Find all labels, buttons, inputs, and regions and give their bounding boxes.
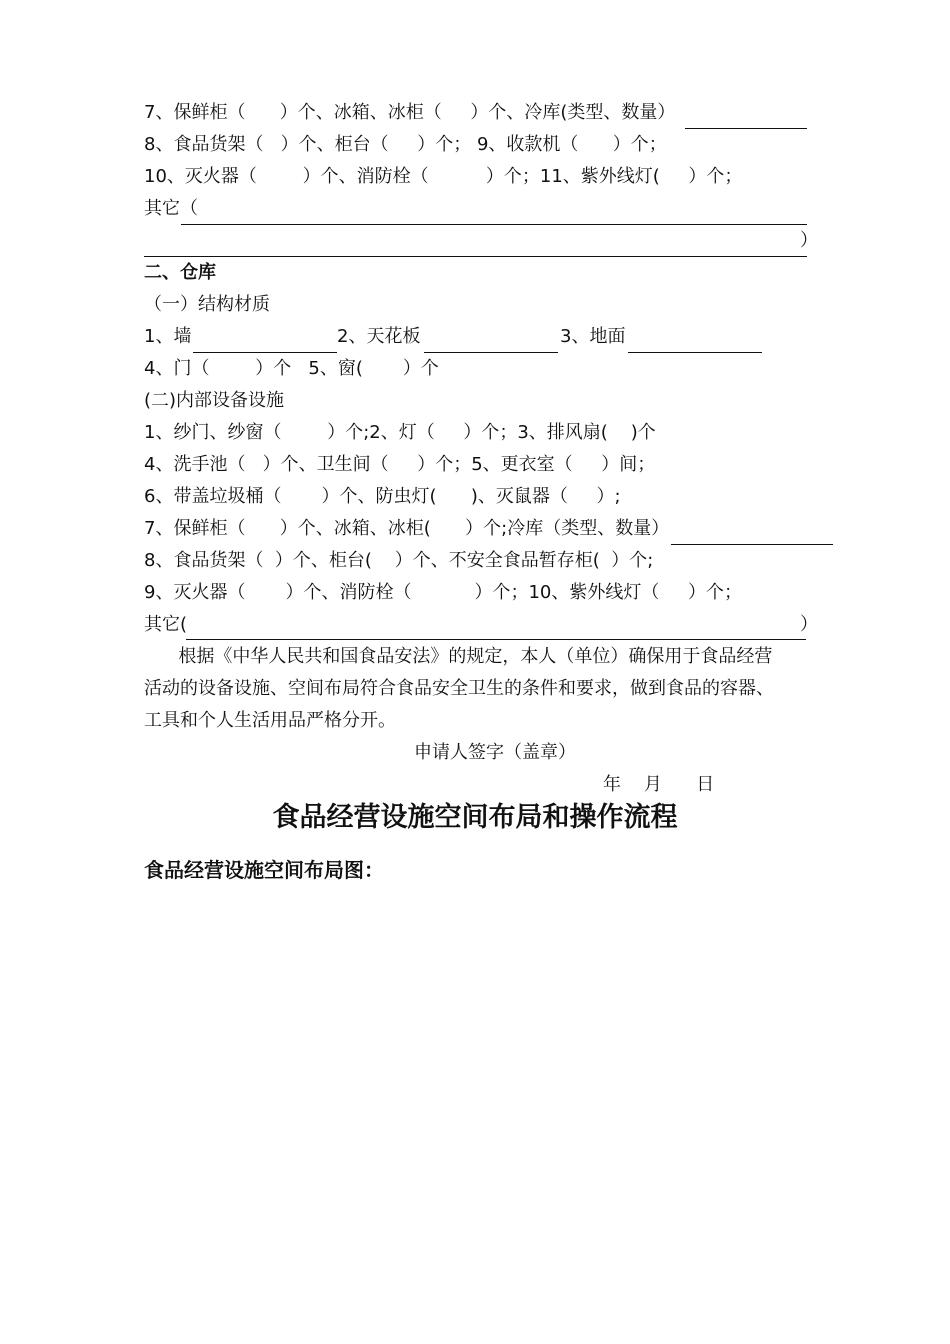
section-heading-warehouse: 二、仓库 bbox=[144, 262, 216, 283]
ceiling-blank-line bbox=[424, 352, 558, 353]
other-label: 其它（ bbox=[144, 198, 198, 219]
layout-diagram-heading: 食品经营设施空间布局图： bbox=[144, 858, 384, 882]
declaration-line-1: 根据《中华人民共和国食品安法》的规定，本人（单位）确保用于食品经营 bbox=[144, 646, 773, 667]
internal-line-1: 1、纱门、纱窗（ ）个;2、灯（ ）个；3、排风扇( )个 bbox=[144, 422, 656, 443]
applicant-signature-label: 申请人签字（盖章） bbox=[414, 742, 576, 763]
other-close-paren: ） bbox=[800, 230, 818, 251]
equipment-line-10: 10、灭火器（ ）个、消防栓（ ）个；11、紫外线灯( ）个； bbox=[144, 166, 743, 187]
internal-line-6: 6、带盖垃圾桶（ ）个、防虫灯( )、灭鼠器（ ）; bbox=[144, 486, 621, 507]
other-blank-line-1 bbox=[181, 224, 807, 225]
page-title: 食品经营设施空间布局和操作流程 bbox=[272, 802, 678, 833]
ceiling-label: 2、天花板 bbox=[337, 326, 421, 347]
internal-line-4: 4、洗手池（ ）个、卫生间（ ）个；5、更衣室（ ）间； bbox=[144, 454, 656, 475]
warehouse-other-close-paren: ） bbox=[800, 614, 818, 635]
wall-label: 1、墙 bbox=[144, 326, 192, 347]
warehouse-other-blank-line bbox=[186, 639, 806, 640]
date-label: 年 月 日 bbox=[603, 774, 715, 795]
cold-storage-blank-line bbox=[685, 128, 807, 129]
equipment-line-8: 8、食品货架（ ）个、柜台（ ）个； 9、收款机（ ）个； bbox=[144, 134, 667, 155]
internal-line-7: 7、保鲜柜（ ）个、冰箱、冰柜( ）个;冷库（类型、数量） bbox=[144, 518, 670, 539]
warehouse-other-label: 其它( bbox=[144, 614, 188, 635]
other-blank-line-2 bbox=[144, 256, 807, 257]
declaration-line-3: 工具和个人生活用品严格分开。 bbox=[144, 710, 396, 731]
declaration-line-2: 活动的设备设施、空间布局符合食品安全卫生的条件和要求，做到食品的容器、 bbox=[144, 678, 774, 699]
floor-label: 3、地面 bbox=[560, 326, 626, 347]
equipment-line-7: 7、保鲜柜（ ）个、冰箱、冰柜（ ）个、冷库(类型、数量） bbox=[144, 102, 676, 123]
doors-windows-line: 4、门（ ）个 5、窗( ）个 bbox=[144, 358, 439, 379]
subheading-internal-equipment: (二)内部设备设施 bbox=[144, 390, 285, 411]
floor-blank-line bbox=[628, 352, 762, 353]
internal-line-8: 8、食品货架（ ）个、柜台( ）个、不安全食品暂存柜( ）个; bbox=[144, 550, 654, 571]
internal-line-9: 9、灭火器（ ）个、消防栓（ ）个；10、紫外线灯（ ）个； bbox=[144, 582, 742, 603]
warehouse-cold-storage-blank-line bbox=[671, 544, 833, 545]
subheading-structure: （一）结构材质 bbox=[144, 294, 270, 315]
wall-blank-line bbox=[193, 352, 337, 353]
